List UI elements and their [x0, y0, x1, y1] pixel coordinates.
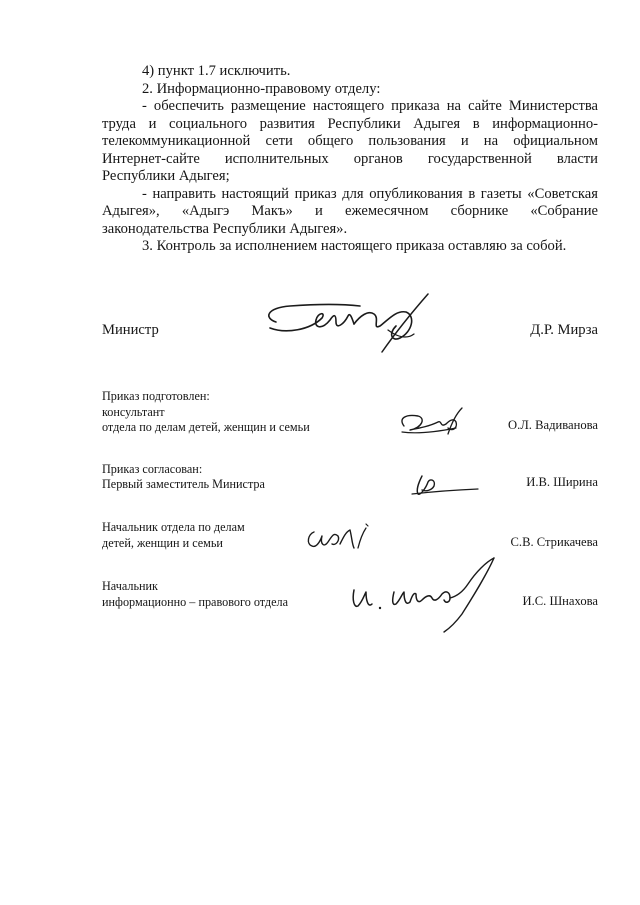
text-line: труда и социального развития Республики Адыгея в информационно- [102, 115, 598, 132]
agreed-name: И.В. Ширина [526, 475, 598, 489]
text-line: - направить настоящий приказ для опубликования в газеты «Советская [142, 185, 598, 202]
paragraph-publish-newspapers [102, 186, 598, 239]
paragraph-section-3: 3. Контроль за исполнением настоящего приказа оставляю за собой. [142, 238, 567, 254]
minister-name: Д.Р. Мирза [530, 322, 598, 338]
children-head-position: Начальник отдела по делам [102, 520, 245, 534]
minister-title: Министр [102, 322, 159, 338]
prepared-signature [396, 404, 468, 440]
text-line: законодательства Республики Адыгея». [102, 220, 348, 237]
paragraph-item-4: 4) пункт 1.7 исключить. [142, 63, 291, 79]
text-line: Интернет-сайте исполнительных органов государственной власти [102, 150, 598, 167]
prepared-position: консультант [102, 405, 165, 419]
paragraph-section-2: 2. Информационно-правовому отделу: [142, 80, 381, 97]
agreed-signature [410, 470, 480, 500]
text-line: - обеспечить размещение настоящего приказа на сайте Министерства [142, 98, 598, 114]
legal-head-department: информационно – правового отдела [102, 595, 289, 609]
agreed-position: Первый заместитель Министра [102, 477, 265, 491]
children-head-name: С.В. Стрикачева [510, 535, 598, 549]
text-line: Республики Адыгея; [102, 168, 230, 184]
children-head-signature [304, 522, 374, 554]
legal-head-position: Начальник [102, 579, 158, 593]
prepared-department: отдела по делам детей, женщин и семьи [102, 420, 310, 434]
paragraph-publish-site [102, 98, 598, 186]
prepared-name: О.Л. Вадиванова [508, 418, 598, 432]
legal-head-name: И.С. Шнахова [522, 594, 598, 608]
text-line: телекоммуникационной сети общего пользования и на официальном [102, 133, 598, 149]
text-line: Адыгея», «Адыгэ Макъ» и ежемесячном сборнике «Собрание [102, 203, 598, 219]
agreed-caption: Приказ согласован: [102, 462, 203, 476]
prepared-caption: Приказ подготовлен: [102, 389, 210, 403]
order-body [102, 63, 598, 256]
children-head-department: детей, женщин и семьи [102, 536, 223, 550]
legal-head-signature [346, 556, 506, 636]
minister-signature [256, 290, 436, 360]
